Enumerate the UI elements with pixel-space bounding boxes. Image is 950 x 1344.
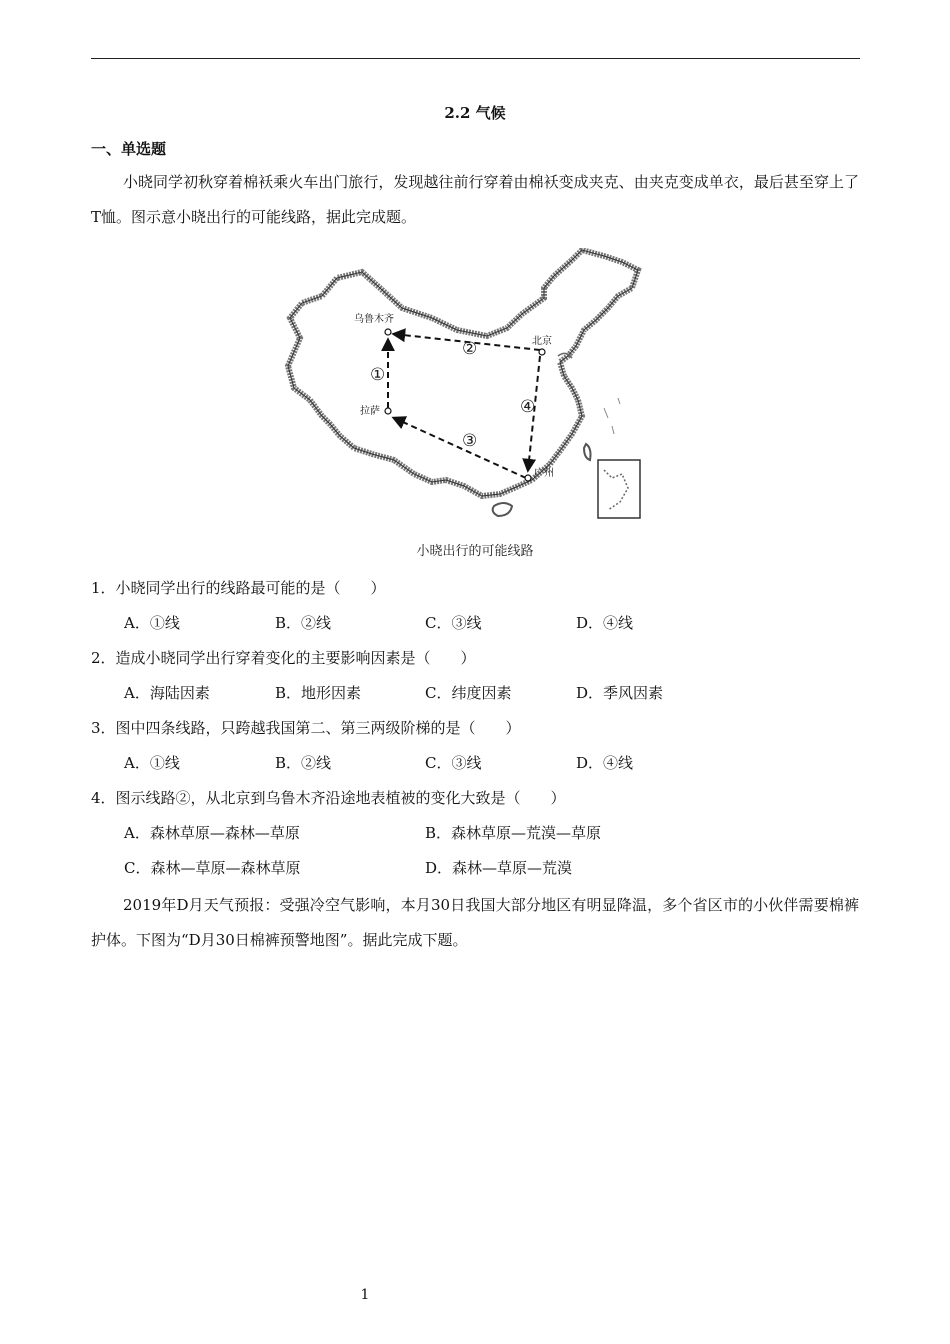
section-heading: 一、单选题 xyxy=(91,140,167,158)
route-label-4: ④ xyxy=(520,397,536,417)
q3-option-b: B．②线 xyxy=(275,754,332,772)
q3-option-c: C．③线 xyxy=(425,754,482,772)
q4-option-b: B．森林草原—荒漠—草原 xyxy=(425,824,602,842)
city-label-urumqi: 乌鲁木齐 xyxy=(354,314,394,325)
q4-option-d: D．森林—草原—荒漠 xyxy=(425,859,573,877)
route-map-figure xyxy=(282,248,648,520)
route-label-2: ② xyxy=(462,339,478,359)
page-number: 1 xyxy=(360,1287,370,1303)
q1-option-a: A．①线 xyxy=(124,614,180,632)
q2-option-d: D．季风因素 xyxy=(576,684,664,702)
south-china-sea-inset xyxy=(598,460,640,518)
intro-paragraph-1: 小晓同学初秋穿着棉袄乘火车出门旅行，发现越往前行穿着由棉袄变成夹克、由夹克变成单衣，最后甚至穿上了T恤。图示意小晓出行的可能线路，据此完成题。 xyxy=(91,173,859,226)
question-1-stem: 1．小晓同学出行的线路最可能的是（ ） xyxy=(91,579,386,597)
hainan-island xyxy=(493,503,512,516)
q1-option-d: D．④线 xyxy=(576,614,634,632)
city-label-beijing: 北京 xyxy=(532,336,552,347)
q2-option-b: B．地形因素 xyxy=(275,684,362,702)
china-outline xyxy=(288,250,638,496)
q1-option-c: C．③线 xyxy=(425,614,482,632)
page-title: 2.2 气候 xyxy=(444,104,506,122)
q3-option-d: D．④线 xyxy=(576,754,634,772)
city-dot-urumqi xyxy=(385,329,391,335)
route-label-3: ③ xyxy=(462,431,478,451)
q1-option-b: B．②线 xyxy=(275,614,332,632)
city-dot-beijing xyxy=(539,349,545,355)
question-2-stem: 2．造成小晓同学出行穿着变化的主要影响因素是（ ） xyxy=(91,649,476,667)
question-4-stem: 4．图示线路②，从北京到乌鲁木齐沿途地表植被的变化大致是（ ） xyxy=(91,789,566,807)
city-dot-guangzhou xyxy=(525,475,531,481)
intro-paragraph-2: 2019年D月天气预报：受强冷空气影响，本月30日我国大部分地区有明显降温，多个省区市的小伙伴需要棉裤护体。下图为“D月30日棉裤预警地图”。据此完成下题。 xyxy=(91,896,859,949)
map-caption: 小晓出行的可能线路 xyxy=(416,544,534,559)
q2-option-c: C．纬度因素 xyxy=(425,684,512,702)
header-rule xyxy=(91,58,860,59)
china-route-map xyxy=(282,248,648,520)
q4-option-c: C．森林—草原—森林草原 xyxy=(124,859,301,877)
route-line-3 xyxy=(394,418,526,478)
city-dot-lhasa xyxy=(385,408,391,414)
route-label-1: ① xyxy=(370,365,386,385)
city-label-lhasa: 拉萨 xyxy=(360,406,380,417)
q2-option-a: A．海陆因素 xyxy=(124,684,210,702)
q4-option-a: A．森林草原—森林—草原 xyxy=(124,824,300,842)
city-label-guangzhou: 广州 xyxy=(534,468,554,479)
taiwan-island xyxy=(584,444,591,460)
q3-option-a: A．①线 xyxy=(124,754,180,772)
question-3-stem: 3．图中四条线路，只跨越我国第二、第三两级阶梯的是（ ） xyxy=(91,719,521,737)
